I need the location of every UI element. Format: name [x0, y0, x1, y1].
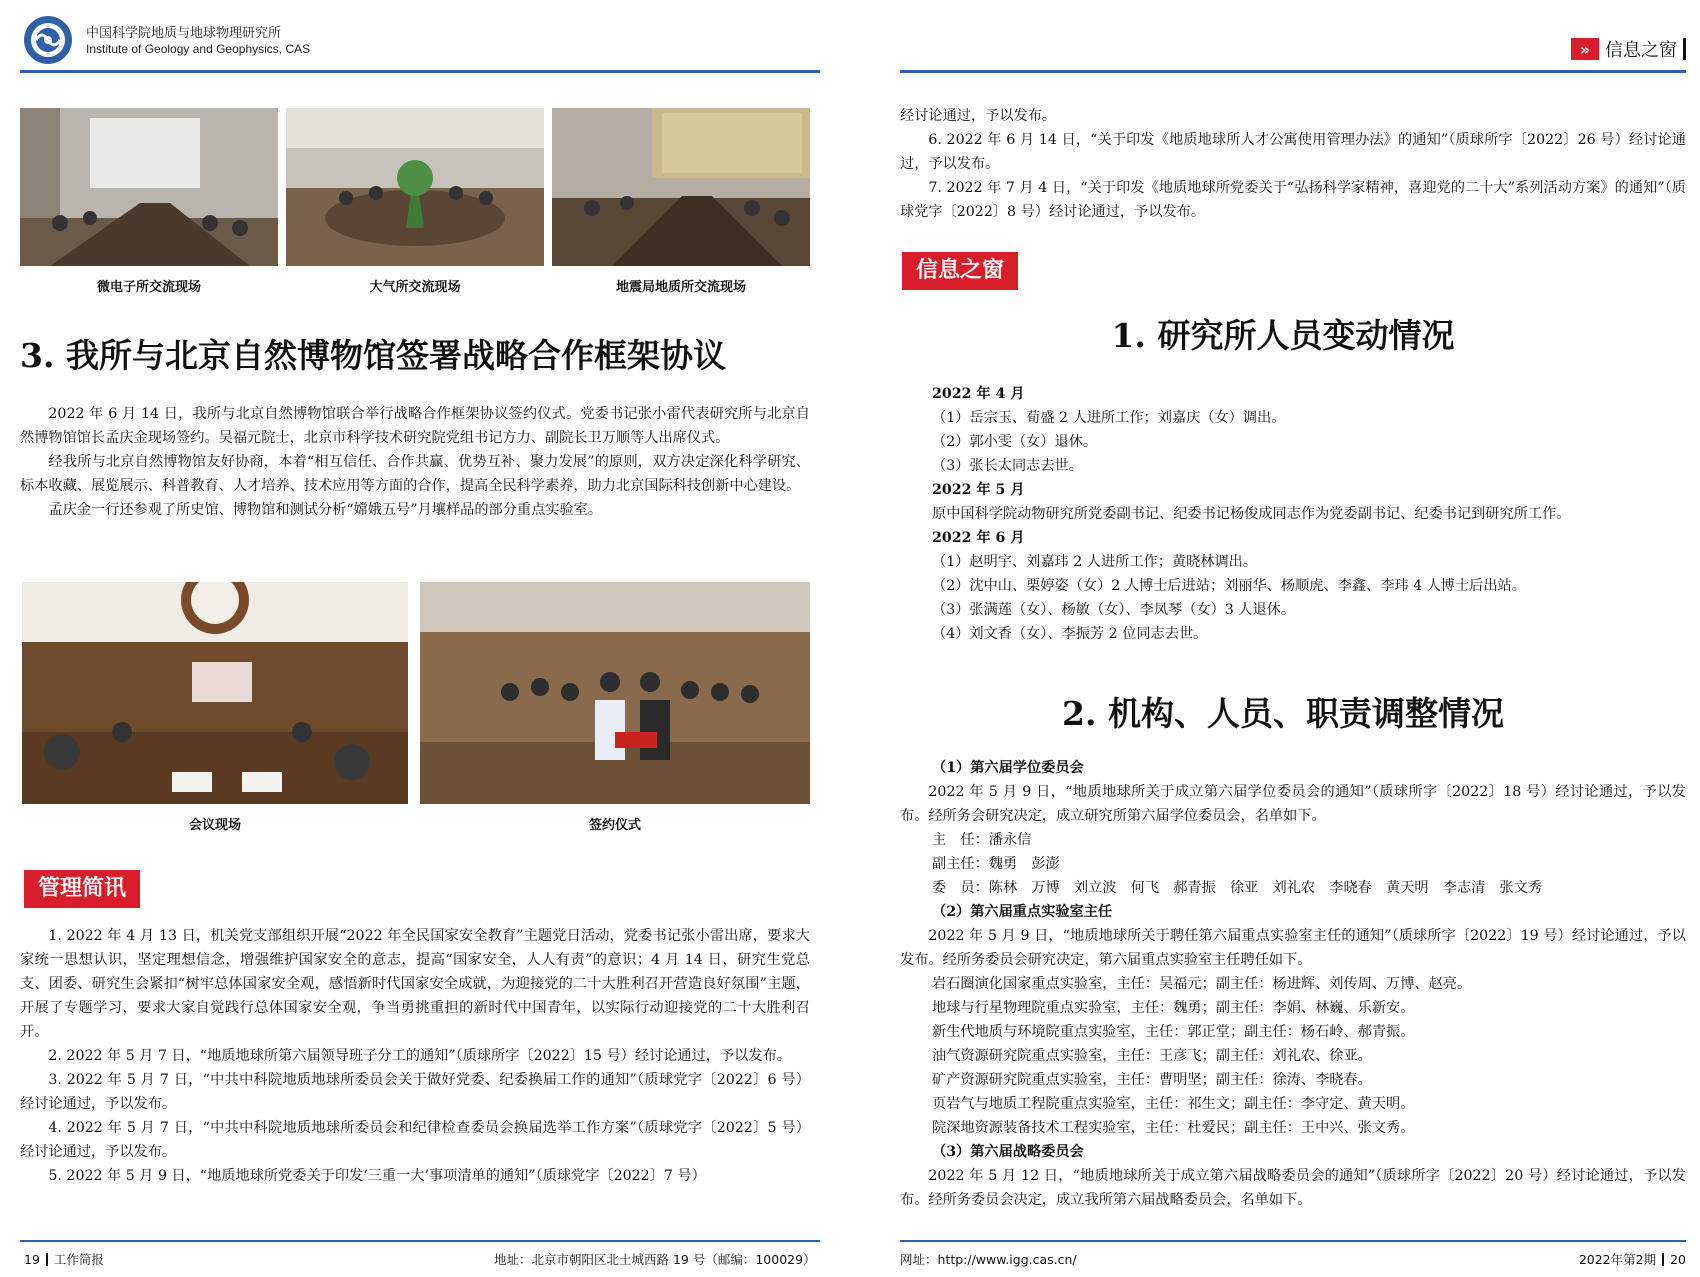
page-number: 19 [24, 1252, 40, 1267]
list-item: 原中国科学院动物研究所党委副书记、纪委书记杨俊成同志作为党委副书记、纪委书记到研究所工作。 [932, 506, 1571, 522]
list-item: 地球与行星物理院重点实验室，主任：魏勇；副主任：李娟、林巍、乐新安。 [932, 1000, 1415, 1016]
header-rule [20, 70, 820, 73]
publication-name: 工作简报 [53, 1252, 104, 1267]
photo-caption: 签约仪式 [588, 818, 641, 833]
photo-meeting-scene [22, 582, 408, 804]
photo-caption: 会议现场 [188, 818, 241, 833]
paragraph: 2022 年 5 月 9 日，“地质地球所关于聘任第六届重点实验室主任的通知”（质球所字〔2022〕19 号）经讨论通过，予以发布。经所务委员会研究决定，第六届重点实验室主任聘任如下。 [900, 928, 1686, 968]
list-item: （2）沈中山、栗婷姿（女）2 人博士后进站；刘丽华、杨顺虎、李鑫、李玮 4 人博士后出站。 [932, 578, 1526, 594]
photo-caption: 地震局地质所交流现场 [615, 280, 746, 295]
footer-address: 地址：北京市朝阳区北土城西路 19 号（邮编：100029） [494, 1252, 816, 1267]
section-title-adjustments: 2. 机构、人员、职责调整情况 [1062, 694, 1504, 733]
paragraph: 6. 2022 年 6 月 14 日，“关于印发《地质地球所人才公寓使用管理办法》的通知”（质球所字〔2022〕26 号）经讨论通过，予以发布。 [900, 132, 1686, 172]
section-tag-bar [1683, 38, 1686, 60]
list-item: 页岩气与地质工程院重点实验室，主任：祁生文；副主任：李守定、黄天明。 [932, 1096, 1415, 1112]
footer-divider [1662, 1253, 1664, 1266]
personnel-changes [932, 382, 1686, 646]
paragraph: 4. 2022 年 5 月 7 日，“中共中科院地质地球所委员会和纪律检查委员会换届选举工作方案”（质球党字〔2022〕5 号）经讨论通过，予以发布。 [20, 1120, 810, 1160]
month-heading: 2022 年 5 月 [932, 482, 1025, 498]
article-title: 3. 我所与北京自然博物馆签署战略合作框架协议 [20, 336, 726, 375]
paragraph: 2022 年 6 月 14 日，我所与北京自然博物馆联合举行战略合作框架协议签约仪式。党委书记张小雷代表研究所与北京自然博物馆馆长孟庆金现场签约。吴福元院士，北京市科学技术研究院党组书记方力、副院长卫万顺等人出席仪式。 [20, 406, 810, 446]
right-page [880, 0, 1700, 1277]
section-title-personnel: 1. 研究所人员变动情况 [1111, 316, 1455, 355]
list-item: （1）赵明宇、刘嘉玮 2 人进所工作；黄晓林调出。 [932, 554, 1258, 570]
chevron-right-icon: » [1571, 38, 1599, 60]
photo-atmosphere-meeting [286, 108, 544, 266]
institute-name-cn: 中国科学院地质与地球物理研究所 [86, 26, 282, 41]
footer-rule [20, 1240, 820, 1242]
paragraph: 2022 年 5 月 12 日，“地质地球所关于成立第六届战略委员会的通知”（质球所字〔2022〕20 号）经讨论通过，予以发布。经所务委员会决定，成立我所第六届战略委员会，名单如下。 [900, 1168, 1686, 1208]
paragraph: 7. 2022 年 7 月 4 日，“关于印发《地质地球所党委关于“弘扬科学家精神，喜迎党的二十大”系列活动方案》的通知”（质球党字〔2022〕8 号）经讨论通过，予以发布。 [900, 180, 1686, 220]
article-body [20, 402, 810, 522]
section-label-info: 信息之窗 [902, 252, 1018, 290]
footer-left [24, 1250, 104, 1268]
list-item: （4）刘文香（女）、李振芳 2 位同志去世。 [932, 626, 1208, 642]
list-item: 主 任：潘永信 [932, 832, 1032, 848]
subheading: （2）第六届重点实验室主任 [932, 904, 1113, 920]
institute-name-en: Institute of Geology and Geophysics, CAS [86, 42, 311, 56]
list-item: 委 员：陈林 万博 刘立波 何飞 郝青振 徐亚 刘礼农 李晓春 黄天明 李志清 张文秀 [932, 880, 1543, 896]
photo-seismology-meeting [552, 108, 810, 266]
month-heading: 2022 年 4 月 [932, 386, 1025, 402]
page-number: 20 [1670, 1252, 1686, 1267]
list-item: （3）张满莲（女）、杨敏（女）、李凤琴（女）3 人退休。 [932, 602, 1296, 618]
list-item: （3）张长太同志去世。 [932, 458, 1083, 474]
left-page [0, 0, 840, 1277]
paragraph: 经讨论通过，予以发布。 [900, 108, 1057, 124]
brief-body [20, 924, 810, 1188]
section-tag [1571, 36, 1686, 62]
list-item: （1）岳宗玉、荀盛 2 人进所工作；刘嘉庆（女）调出。 [932, 410, 1286, 426]
list-item: 矿产资源研究院重点实验室，主任：曹明坚；副主任：徐涛、李晓春。 [932, 1072, 1372, 1088]
footer-website: 网址：http://www.igg.cas.cn/ [900, 1252, 1077, 1267]
igg-logo-icon [22, 14, 74, 66]
issue-label: 2022年第2期 [1578, 1252, 1657, 1267]
paragraph: 5. 2022 年 5 月 9 日，“地质地球所党委关于印发‘三重一大’事项清单的通知”（质球党字〔2022〕7 号） [48, 1168, 706, 1184]
header-rule [900, 70, 1686, 73]
photo-microelectronics-meeting [20, 108, 278, 266]
list-item: 院深地资源装备技术工程实验室，主任：杜爱民；副主任：王中兴、张文秀。 [932, 1120, 1415, 1136]
footer-right [1579, 1250, 1686, 1268]
list-item: （2）郭小雯（女）退休。 [932, 434, 1098, 450]
continued-body [900, 104, 1686, 224]
list-item: 岩石圈演化国家重点实验室，主任：吴福元；副主任：杨进辉、刘传周、万博、赵亮。 [932, 976, 1472, 992]
section-tag-label: 信息之窗 [1605, 40, 1677, 61]
photo-signing-ceremony [420, 582, 810, 804]
list-item: 油气资源研究院重点实验室，主任：王彦飞；副主任：刘礼农、徐亚。 [932, 1048, 1372, 1064]
paragraph: 孟庆金一行还参观了所史馆、博物馆和测试分析“嫦娥五号”月壤样品的部分重点实验室。 [48, 502, 603, 518]
subheading: （3）第六届战略委员会 [932, 1144, 1084, 1160]
paragraph: 1. 2022 年 4 月 13 日，机关党支部组织开展“2022 年全民国家安全教育”主题党日活动，党委书记张小雷出席，要求大家统一思想认识，坚定理想信念，增强维护国家安全的意志，提高“国家安全，人人有责”的意识；4 月 14 日，研究生党总支、团委、研究生会紧扣“树牢总体国家安全观，感悟新时代国家安全成就，为迎接党的二十大胜利召开营造良好氛围”主题，开展了专题学习，要求大家自觉践行总体国家安全观，争当勇挑重担的新时代中国青年，以实际行动迎接党的二十大胜利召开。 [20, 928, 810, 1040]
footer-divider [46, 1253, 48, 1266]
paragraph: 2022 年 5 月 9 日，“地质地球所关于成立第六届学位委员会的通知”（质球所字〔2022〕18 号）经讨论通过，予以发布。经所务会研究决定，成立研究所第六届学位委员会，名单如下。 [900, 784, 1686, 824]
photo-caption: 大气所交流现场 [369, 280, 461, 295]
paragraph: 经我所与北京自然博物馆友好协商，本着“相互信任、合作共赢、优势互补、聚力发展”的原则，双方决定深化科学研究、标本收藏、展览展示、科普教育、人才培养、技术应用等方面的合作，提高全民科学素养，助力北京国际科技创新中心建设。 [20, 454, 810, 494]
list-item: 新生代地质与环境院重点实验室，主任：郭正堂；副主任：杨石岭、郝青振。 [932, 1024, 1415, 1040]
photo-caption: 微电子所交流现场 [96, 280, 201, 295]
paragraph: 2. 2022 年 5 月 7 日，“地质地球所第六届领导班子分工的通知”（质球所字〔2022〕15 号）经讨论通过，予以发布。 [48, 1048, 791, 1064]
section-label-management: 管理简讯 [24, 870, 140, 908]
list-item: 副主任：魏勇 彭澎 [932, 856, 1060, 872]
adjustments-body [900, 756, 1686, 1212]
paragraph: 3. 2022 年 5 月 7 日，“中共中科院地质地球所委员会关于做好党委、纪委换届工作的通知”（质球党字〔2022〕6 号）经讨论通过，予以发布。 [20, 1072, 810, 1112]
footer-rule [900, 1240, 1686, 1242]
month-heading: 2022 年 6 月 [932, 530, 1025, 546]
subheading: （1）第六届学位委员会 [932, 760, 1084, 776]
